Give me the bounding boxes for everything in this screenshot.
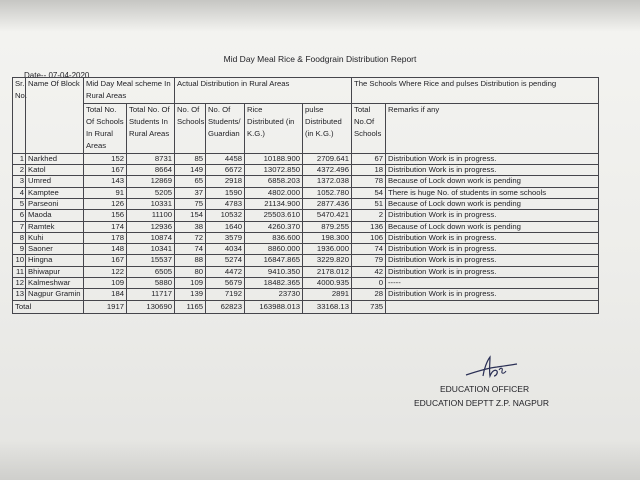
department-name: EDUCATION DEPTT Z.P. NAGPUR — [414, 398, 550, 408]
rice-cell: 8860.000 — [245, 244, 303, 255]
sr-number: 10 — [13, 255, 26, 266]
block-name: Kamptee — [26, 187, 84, 198]
table-row — [13, 278, 599, 289]
total-students-cell: 6505 — [127, 266, 175, 277]
remarks-cell: Distribution Work is in progress. — [386, 244, 599, 255]
table-row — [13, 176, 599, 187]
distributed-schools-cell: 74 — [175, 244, 206, 255]
block-name: Saoner — [26, 244, 84, 255]
distributed-students-cell: 1590 — [206, 187, 245, 198]
table-row — [13, 187, 599, 198]
header-sr-no: Sr. No. — [13, 78, 26, 154]
rice-cell: 4260.370 — [245, 221, 303, 232]
total-students-cell: 10874 — [127, 232, 175, 243]
remarks-cell: Distribution Work is in progress. — [386, 266, 599, 277]
pending-schools-cell: 54 — [352, 187, 386, 198]
total-distributed-schools: 1165 — [175, 300, 206, 313]
header-remarks: Remarks if any — [386, 103, 599, 153]
rice-cell: 16847.865 — [245, 255, 303, 266]
header-total-schools: Total No. Of Schools In Rural Areas — [84, 103, 127, 153]
total-schools-cell: 156 — [84, 210, 127, 221]
table-header — [13, 78, 599, 154]
table-row — [13, 221, 599, 232]
total-distributed-students: 62823 — [206, 300, 245, 313]
rice-cell: 4802.000 — [245, 187, 303, 198]
pulse-cell: 5470.421 — [303, 210, 352, 221]
total-rice: 163988.013 — [245, 300, 303, 313]
distributed-students-cell: 4034 — [206, 244, 245, 255]
report-date: Date-- 07-04-2020 — [24, 71, 90, 80]
total-remarks — [386, 300, 599, 313]
distributed-students-cell: 2918 — [206, 176, 245, 187]
header-total-students: Total No. Of Students In Rural Areas — [127, 103, 175, 153]
remarks-cell: Distribution Work is in progress. — [386, 153, 599, 164]
signature-icon — [463, 355, 519, 381]
pulse-cell: 198.300 — [303, 232, 352, 243]
header-name-of-block: Name Of Block — [26, 78, 84, 154]
rice-cell: 25503.610 — [245, 210, 303, 221]
table-row — [13, 232, 599, 243]
rice-cell: 13072.850 — [245, 165, 303, 176]
bottom-shadow — [0, 440, 640, 480]
sr-number: 4 — [13, 187, 26, 198]
table-row — [13, 153, 599, 164]
total-students-cell: 10331 — [127, 198, 175, 209]
total-schools-cell: 148 — [84, 244, 127, 255]
distributed-schools-cell: 88 — [175, 255, 206, 266]
sr-number: 12 — [13, 278, 26, 289]
total-students-cell: 11100 — [127, 210, 175, 221]
block-name: Parseoni — [26, 198, 84, 209]
total-students-cell: 5880 — [127, 278, 175, 289]
table-body — [13, 153, 599, 300]
pending-schools-cell: 18 — [352, 165, 386, 176]
total-students-cell: 10341 — [127, 244, 175, 255]
total-schools-cell: 143 — [84, 176, 127, 187]
total-students-cell: 12936 — [127, 221, 175, 232]
distributed-students-cell: 10532 — [206, 210, 245, 221]
table-row — [13, 210, 599, 221]
header-pulse: pulse Distributed (in K.G.) — [303, 103, 352, 153]
remarks-cell: Because of Lock down work is pending — [386, 221, 599, 232]
table-footer — [13, 300, 599, 313]
remarks-cell: Because of Lock down work is pending — [386, 198, 599, 209]
remarks-cell: Distribution Work is in progress. — [386, 255, 599, 266]
remarks-cell: ----- — [386, 278, 599, 289]
distributed-students-cell: 7192 — [206, 289, 245, 300]
total-schools-cell: 122 — [84, 266, 127, 277]
distributed-students-cell: 5679 — [206, 278, 245, 289]
total-schools-cell: 167 — [84, 255, 127, 266]
block-name: Nagpur Gramin — [26, 289, 84, 300]
sr-number: 5 — [13, 198, 26, 209]
distributed-schools-cell: 109 — [175, 278, 206, 289]
sr-number: 2 — [13, 165, 26, 176]
total-schools: 1917 — [84, 300, 127, 313]
sr-number: 11 — [13, 266, 26, 277]
remarks-cell: Distribution Work is in progress. — [386, 232, 599, 243]
total-schools-cell: 91 — [84, 187, 127, 198]
top-shadow — [0, 0, 640, 32]
distribution-table — [12, 77, 599, 314]
total-students-cell: 8731 — [127, 153, 175, 164]
pending-schools-cell: 0 — [352, 278, 386, 289]
table-row — [13, 165, 599, 176]
total-schools-cell: 184 — [84, 289, 127, 300]
remarks-cell: There is huge No. of students in some schools — [386, 187, 599, 198]
remarks-cell: Distribution Work is in progress. — [386, 289, 599, 300]
pulse-cell: 2891 — [303, 289, 352, 300]
remarks-cell: Distribution Work is in progress. — [386, 210, 599, 221]
distributed-schools-cell: 154 — [175, 210, 206, 221]
distributed-schools-cell: 85 — [175, 153, 206, 164]
rice-cell: 18482.365 — [245, 278, 303, 289]
pulse-cell: 1372.038 — [303, 176, 352, 187]
header-actual-group: Actual Distribution in Rural Areas — [175, 78, 352, 104]
header-pending-group: The Schools Where Rice and pulses Distribution is pending — [352, 78, 599, 104]
table-row — [13, 255, 599, 266]
officer-title: EDUCATION OFFICER — [440, 384, 530, 394]
table-row — [13, 266, 599, 277]
pulse-cell: 1936.000 — [303, 244, 352, 255]
total-students-cell: 5205 — [127, 187, 175, 198]
remarks-cell: Distribution Work is in progress. — [386, 165, 599, 176]
rice-cell: 23730 — [245, 289, 303, 300]
distributed-schools-cell: 80 — [175, 266, 206, 277]
pending-schools-cell: 74 — [352, 244, 386, 255]
pulse-cell: 4000.935 — [303, 278, 352, 289]
pulse-cell: 2709.641 — [303, 153, 352, 164]
total-schools-cell: 126 — [84, 198, 127, 209]
pulse-cell: 1052.780 — [303, 187, 352, 198]
header-scheme-group: Mid Day Meal scheme In Rural Areas — [84, 78, 175, 104]
pulse-cell: 4372.496 — [303, 165, 352, 176]
total-schools-cell: 178 — [84, 232, 127, 243]
pending-schools-cell: 2 — [352, 210, 386, 221]
distributed-students-cell: 1640 — [206, 221, 245, 232]
remarks-cell: Because of Lock down work is pending — [386, 176, 599, 187]
block-name: Kalmeshwar — [26, 278, 84, 289]
distributed-schools-cell: 149 — [175, 165, 206, 176]
total-pulse: 33168.13 — [303, 300, 352, 313]
rice-cell: 9410.350 — [245, 266, 303, 277]
distributed-students-cell: 3579 — [206, 232, 245, 243]
pending-schools-cell: 79 — [352, 255, 386, 266]
sr-number: 7 — [13, 221, 26, 232]
total-row — [13, 300, 599, 313]
pending-schools-cell: 51 — [352, 198, 386, 209]
pending-schools-cell: 136 — [352, 221, 386, 232]
total-schools-cell: 152 — [84, 153, 127, 164]
header-rice: Rice Distributed (in K.G.) — [245, 103, 303, 153]
table-row — [13, 198, 599, 209]
total-students-cell: 11717 — [127, 289, 175, 300]
pending-schools-cell: 28 — [352, 289, 386, 300]
pulse-cell: 2877.436 — [303, 198, 352, 209]
distributed-students-cell: 5274 — [206, 255, 245, 266]
distributed-schools-cell: 75 — [175, 198, 206, 209]
total-students-cell: 8664 — [127, 165, 175, 176]
total-students-cell: 12869 — [127, 176, 175, 187]
pulse-cell: 2178.012 — [303, 266, 352, 277]
block-name: Ramtek — [26, 221, 84, 232]
sr-number: 9 — [13, 244, 26, 255]
total-schools-cell: 174 — [84, 221, 127, 232]
distributed-schools-cell: 37 — [175, 187, 206, 198]
distributed-students-cell: 4472 — [206, 266, 245, 277]
pulse-cell: 879.255 — [303, 221, 352, 232]
rice-cell: 21134.900 — [245, 198, 303, 209]
total-pending: 735 — [352, 300, 386, 313]
report-title: Mid Day Meal Rice & Foodgrain Distribution Report — [223, 54, 417, 64]
block-name: Umred — [26, 176, 84, 187]
block-name: Kuhi — [26, 232, 84, 243]
table-row — [13, 289, 599, 300]
pulse-cell: 3229.820 — [303, 255, 352, 266]
total-students: 130690 — [127, 300, 175, 313]
total-schools-cell: 109 — [84, 278, 127, 289]
sr-number: 13 — [13, 289, 26, 300]
distributed-students-cell: 4783 — [206, 198, 245, 209]
pending-schools-cell: 106 — [352, 232, 386, 243]
total-students-cell: 15537 — [127, 255, 175, 266]
header-pending-total: Total No.Of Schools — [352, 103, 386, 153]
block-name: Maoda — [26, 210, 84, 221]
rice-cell: 10188.900 — [245, 153, 303, 164]
header-no-of-schools: No. Of Schools — [175, 103, 206, 153]
block-name: Katol — [26, 165, 84, 176]
block-name: Hingna — [26, 255, 84, 266]
pending-schools-cell: 78 — [352, 176, 386, 187]
distributed-students-cell: 6672 — [206, 165, 245, 176]
total-label: Total — [13, 300, 84, 313]
distributed-students-cell: 4458 — [206, 153, 245, 164]
sr-number: 8 — [13, 232, 26, 243]
table-row — [13, 244, 599, 255]
rice-cell: 6858.203 — [245, 176, 303, 187]
total-schools-cell: 167 — [84, 165, 127, 176]
rice-cell: 836.600 — [245, 232, 303, 243]
header-no-of-students: No. Of Students/ Guardian — [206, 103, 245, 153]
distributed-schools-cell: 38 — [175, 221, 206, 232]
distributed-schools-cell: 65 — [175, 176, 206, 187]
distributed-schools-cell: 139 — [175, 289, 206, 300]
block-name: Bhiwapur — [26, 266, 84, 277]
sr-number: 6 — [13, 210, 26, 221]
pending-schools-cell: 42 — [352, 266, 386, 277]
sr-number: 1 — [13, 153, 26, 164]
block-name: Narkhed — [26, 153, 84, 164]
sr-number: 3 — [13, 176, 26, 187]
distributed-schools-cell: 72 — [175, 232, 206, 243]
pending-schools-cell: 67 — [352, 153, 386, 164]
